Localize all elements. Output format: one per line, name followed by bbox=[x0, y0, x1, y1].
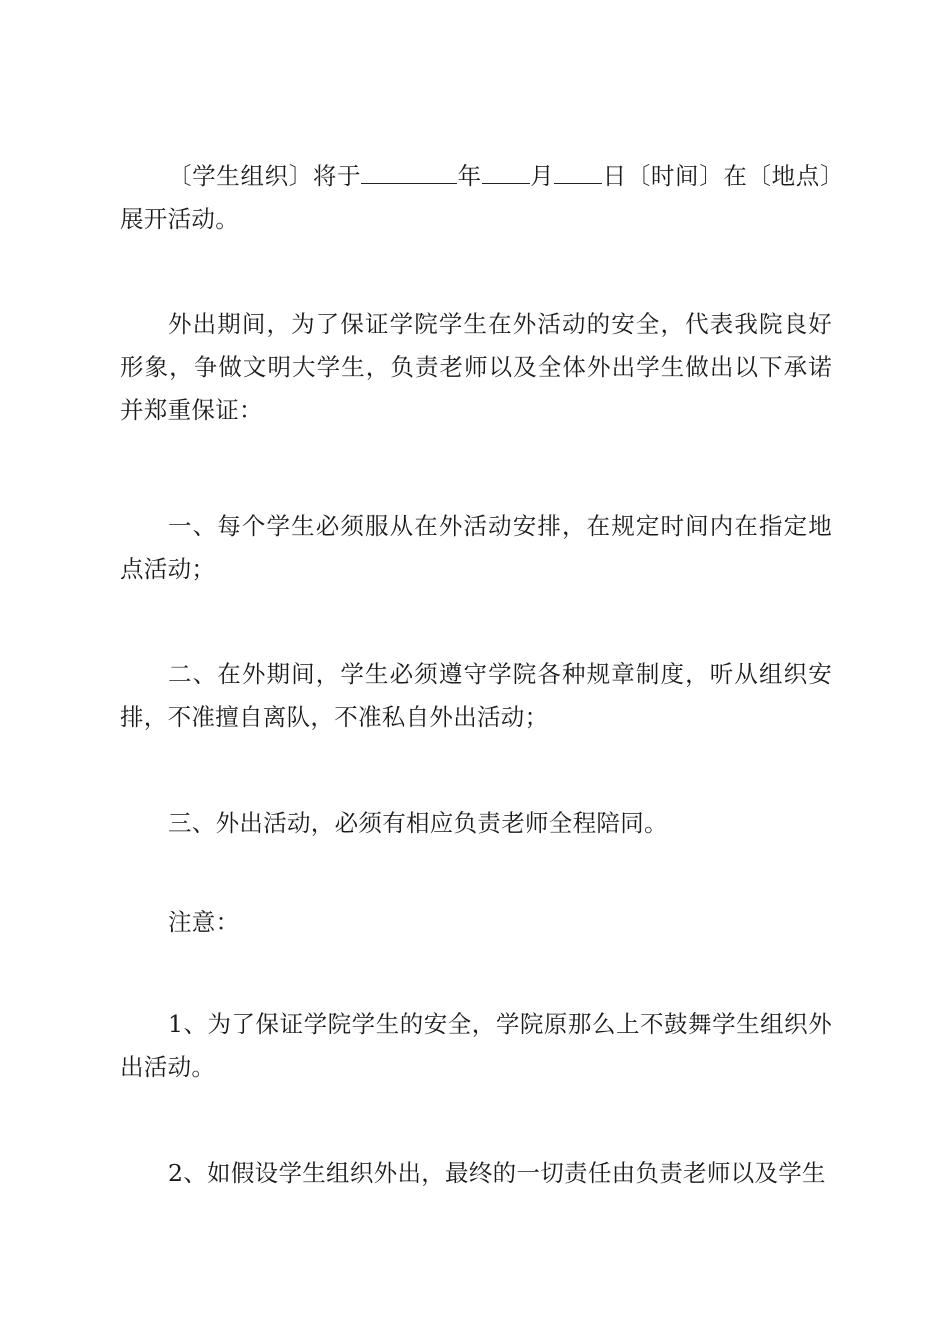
note-2-paragraph: 2、如假设学生组织外出，最终的一切责任由负责老师以及学生 bbox=[168, 1159, 826, 1187]
month-blank bbox=[482, 157, 530, 184]
rule-2-paragraph: 二、在外期间，学生必须遵守学院各种规章制度，听从组织安排，不准擅自离队，不准私自外出活动； bbox=[120, 660, 832, 731]
year-label: 年 bbox=[457, 162, 482, 190]
intro-paragraph bbox=[120, 155, 832, 241]
note-heading: 注意： bbox=[168, 908, 240, 936]
commitment-paragraph: 外出期间，为了保证学院学生在外活动的安全，代表我院良好形象，争做文明大学生，负责老师以及全体外出学生做出以下承诺并郑重保证： bbox=[120, 310, 832, 424]
month-label: 月 bbox=[529, 162, 555, 190]
day-blank bbox=[554, 157, 602, 184]
note-1-paragraph: 1、为了保证学院学生的安全，学院原那么上不鼓舞学生组织外出活动。 bbox=[120, 1010, 832, 1081]
year-blank bbox=[361, 157, 457, 184]
intro-text-end: 日〔时间〕在〔地点〕展开活动。 bbox=[120, 162, 833, 233]
intro-text-start: 〔学生组织〕将于 bbox=[168, 162, 362, 190]
rule-3-paragraph: 三、外出活动，必须有相应负责老师全程陪同。 bbox=[168, 809, 668, 837]
rule-1-paragraph: 一、每个学生必须服从在外活动安排，在规定时间内在指定地点活动； bbox=[120, 512, 832, 583]
